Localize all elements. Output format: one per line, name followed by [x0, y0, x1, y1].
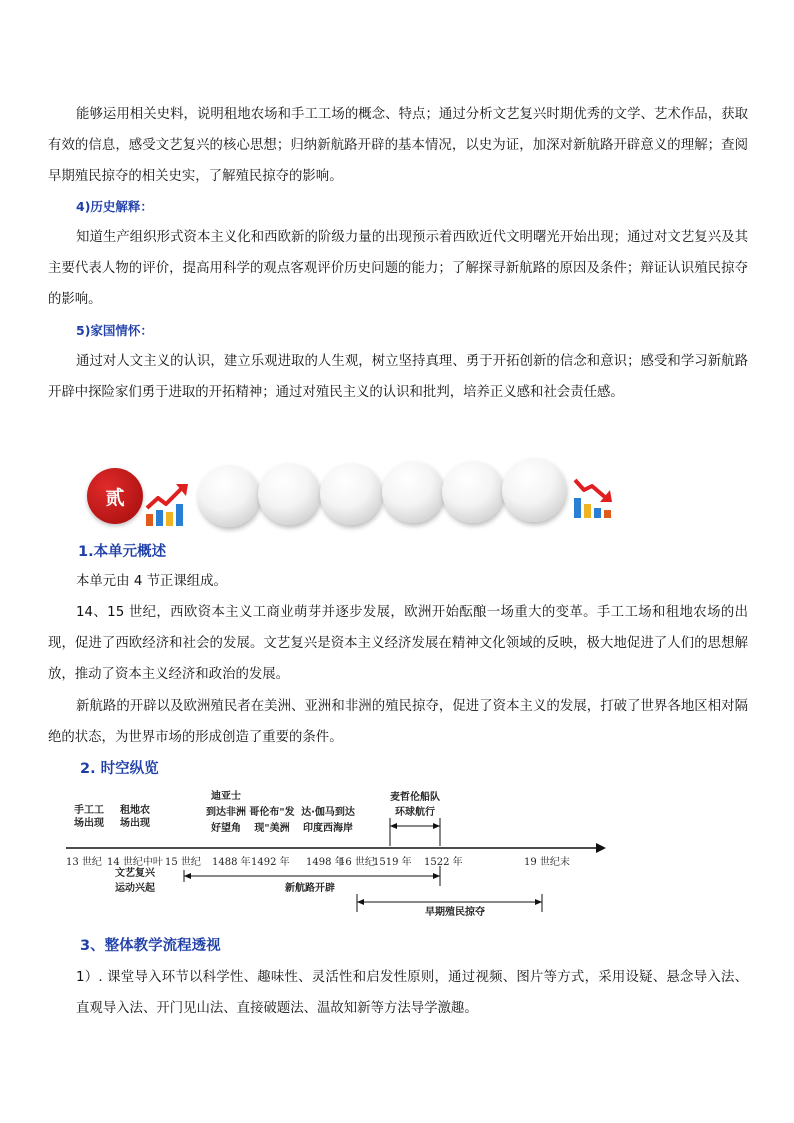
subheading-history-interpretation: 4)历史解释：: [76, 199, 153, 214]
section-1-paragraph-1: 14、15 世纪，西欧资本主义工商业萌芽并逐步发展，欧洲开始酝酿一场重大的变革。手工工场和租地农场的出现，促进了西欧经济和社会的发展。文艺复兴是资本主义经济发展在精神文化领域的反映，极大地促进了人们的思想解放，推动了资本主义经济和政治的发展。: [48, 605, 748, 682]
intro-paragraph-1: 能够运用相关史料，说明租地农场和手工工场的概念、特点；通过分析文艺复兴时期优秀的文学、艺术作品，获取有效的信息，感受文艺复兴的核心思想；归纳新航路开辟的基本情况，以史为证，加深对新航路开辟意义的理解；查阅早期殖民掠夺的相关史实，了解殖民掠夺的影响。: [48, 107, 748, 184]
tick-1522: 1522 年: [424, 857, 463, 868]
span-new-sea-routes: 新航路开辟: [285, 883, 335, 894]
tick-16th-century: 16 世纪: [339, 857, 375, 868]
intro-paragraph-3: 通过对人文主义的认识，建立乐观进取的人生观，树立坚持真理、勇于开拓创新的信念和意识；感受和学习新航路开辟中探险家们勇于进取的开拓精神；通过对殖民主义的认识和批判，培养正义感和社会责任感。: [48, 354, 748, 400]
tick-1498: 1498 年: [306, 857, 345, 868]
event-renaissance: 文艺复兴 运动兴起: [115, 868, 155, 894]
subheading-patriotism: 5)家国情怀：: [76, 323, 153, 338]
intro-paragraph-2: 知道生产组织形式资本主义化和西欧新的阶级力量的出现预示着西欧近代文明曙光开始出现；通过对文艺复兴及其主要代表人物的评价，提高用科学的观点客观评价历史问题的能力；了解探寻新航路的原因及条件；辩证认识殖民掠夺的影响。: [48, 230, 748, 307]
section-1-line-1: 本单元由 4 节正课组成。: [76, 574, 227, 589]
event-leased-farms: 租地农 场出现: [120, 805, 150, 829]
tick-15th-century: 15 世纪: [165, 857, 201, 868]
span-early-colonial-plunder: 早期殖民掠夺: [425, 907, 485, 918]
event-dias: 迪亚士 到达非洲 好望角: [206, 791, 246, 834]
section-2-title: 2. 时空纵览: [80, 761, 159, 777]
section-3-paragraph-1: 1）. 课堂导入环节以科学性、趣味性、灵活性和启发性原则，通过视频、图片等方式，采用设疑、悬念导入法、直观导入法、开门见山法、直接破题法、温故知新等方法导学激趣。: [76, 970, 748, 1016]
event-magellan: 麦哲伦船队 环球航行: [390, 792, 440, 818]
section-1-title: 1.本单元概述: [78, 544, 167, 560]
tick-end-19th-century: 19 世纪末: [524, 857, 570, 868]
tick-1519: 1519 年: [373, 857, 412, 868]
tick-1492: 1492 年: [251, 857, 290, 868]
event-columbus: 哥伦布"发 现"美洲: [249, 807, 295, 834]
event-workshops: 手工工 场出现: [74, 805, 104, 829]
event-da-gama: 达·伽马到达 印度西海岸: [301, 807, 355, 834]
tick-13th-century: 13 世纪: [66, 857, 102, 868]
tick-1488: 1488 年: [212, 857, 251, 868]
tick-mid-14th-century: 14 世纪中叶: [107, 857, 163, 868]
section-3-title: 3、整体教学流程透视: [80, 938, 221, 954]
section-badge: 贰: [87, 468, 143, 524]
section-1-paragraph-2: 新航路的开辟以及欧洲殖民者在美洲、亚洲和非洲的殖民掠夺，促进了资本主义的发展，打破了世界各地区相对隔绝的状态，为世界市场的形成创造了重要的条件。: [48, 699, 748, 745]
